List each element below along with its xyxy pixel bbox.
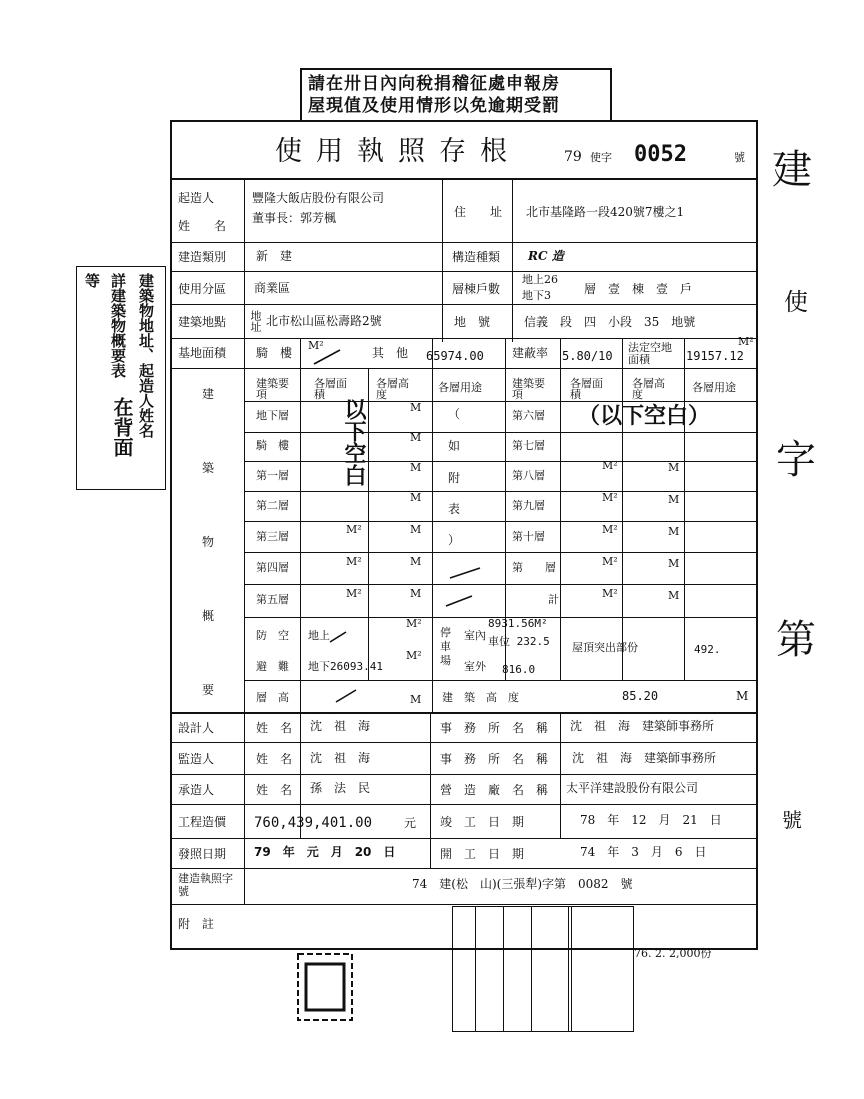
date-stamp: [568, 906, 634, 1032]
cost-label: 工程造價: [178, 815, 227, 829]
site-label: 建築地點: [178, 315, 227, 329]
notice-line-2: 屋現值及使用情形以免逾期受罰: [308, 96, 560, 116]
fragment-char-5: 號: [782, 808, 802, 832]
shelter-unit-1: M²: [406, 617, 422, 630]
usage-note-3: 附: [448, 471, 461, 485]
floors-label: 層棟戶數: [452, 282, 501, 296]
parking-spaces: 車位 232.5: [488, 635, 550, 648]
unit-m-r7: M: [668, 589, 680, 602]
left-floor-6: 第四層: [256, 561, 289, 574]
usage-note-2: 如: [448, 439, 461, 453]
contractor-name-label: 姓 名: [256, 783, 293, 797]
site-addr-value: 北市松山區松壽路2號: [266, 314, 382, 328]
cost-value: 760,439,401.00: [254, 815, 373, 831]
roof-label: 屋頂突出部份: [572, 641, 638, 654]
base-area-value: 65974.00: [426, 349, 484, 363]
unit-m2-r3: M²: [602, 459, 618, 472]
permit-serial: 0052: [634, 142, 687, 167]
floors-above: 地上26: [522, 273, 558, 286]
height-label: 層 高: [256, 691, 289, 704]
summary-side-char-3: 物: [202, 535, 215, 549]
print-note: 76. 2. 2,000份: [634, 947, 712, 960]
header-height-left: 各層高度: [376, 377, 409, 401]
left-floor-5: 第三層: [256, 530, 289, 543]
notice-line-1: 請在卅日內向稅捐稽征處申報房: [308, 74, 560, 94]
building-height-label: 建 築 高 度: [442, 691, 519, 704]
unit-m-7: M: [410, 587, 422, 600]
right-floor-5: 第十層: [512, 530, 545, 543]
lot-value: 信義 段 四 小段 35 地號: [524, 315, 696, 329]
permit-year: 79: [564, 149, 582, 165]
lot-label: 地 號: [454, 315, 491, 329]
usage-note-5: ）: [448, 533, 461, 547]
notice-stamp: [300, 68, 612, 122]
address-label: 住 址: [454, 205, 503, 219]
permit-word: 使字: [590, 151, 612, 164]
building-height-unit: M: [736, 689, 749, 703]
completion-value: 78 年 12 月 21 日: [580, 813, 722, 827]
supervisor-name-label: 姓 名: [256, 752, 293, 766]
left-floor-4: 第二層: [256, 499, 289, 512]
builder-name: 豐隆大飯店股份有限公司: [252, 191, 385, 205]
review-stamp: [452, 906, 572, 1032]
left-floor-7: 第五層: [256, 593, 289, 606]
designer-office: 沈 祖 海 建築師事務所: [570, 719, 715, 733]
left-floor-1: 地下層: [256, 409, 289, 422]
permit-ref-label: 建造執照字號: [178, 872, 233, 898]
building-height-value: 85.20: [622, 689, 659, 703]
roof-value: 492.: [694, 643, 721, 656]
other-label: 其 他: [372, 346, 409, 360]
left-floor-2: 騎 樓: [256, 439, 289, 452]
zone-label: 使用分區: [178, 282, 227, 296]
unit-m-5: M: [410, 523, 422, 536]
shelter-above: 地上: [308, 629, 330, 642]
unit-m2-l7: M²: [346, 587, 362, 600]
unit-m-2: M: [410, 431, 422, 444]
unit-m2-r4: M²: [602, 491, 618, 504]
legal-open-unit: M²: [738, 335, 754, 348]
supervisor-label: 監造人: [178, 752, 215, 766]
bcr-value: 5.80/10: [562, 349, 613, 363]
right-floor-7: 計: [548, 593, 559, 606]
issue-value: 79 年 元 月 20 日: [254, 845, 396, 859]
side-note-box: [76, 266, 166, 490]
summary-side-char-2: 築: [202, 461, 215, 475]
supervisor-office-label: 事 務 所 名 稱: [440, 752, 549, 766]
arcade-label: 騎 樓: [256, 346, 293, 360]
unit-m2-r7: M²: [602, 587, 618, 600]
unit-m-4: M: [410, 491, 422, 504]
fragment-char-4: 第: [776, 617, 816, 663]
arcade-unit: M²: [308, 339, 324, 352]
form-title: 使用執照存根: [275, 136, 521, 167]
header-height-right: 各層高度: [632, 377, 665, 401]
parking-label: 停車場: [440, 626, 451, 667]
legal-open-value: 19157.12: [686, 349, 744, 363]
build-type-label: 建造類別: [178, 250, 227, 264]
left-floor-3: 第一層: [256, 469, 289, 482]
outdoor-label: 室外: [464, 660, 486, 673]
parking-outdoor: 816.0: [502, 663, 536, 676]
unit-m-r5: M: [668, 525, 680, 538]
build-type-value: 新 建: [256, 249, 293, 263]
zone-value: 商業區: [254, 281, 291, 295]
unit-m-3: M: [410, 461, 422, 474]
designer-name-label: 姓 名: [256, 721, 293, 735]
fragment-char-2: 使: [784, 288, 808, 316]
structure-value: RC 造: [528, 249, 564, 263]
floors-rest: 層 壹 棟 壹 戶: [584, 282, 693, 296]
supervisor-office: 沈 祖 海 建築師事務所: [572, 751, 717, 765]
issue-label: 發照日期: [178, 847, 227, 861]
shelter-label: 防 空: [256, 629, 289, 642]
right-floor-2: 第七層: [512, 439, 545, 452]
summary-side-char-5: 要: [202, 683, 215, 697]
base-area-label: 基地面積: [178, 346, 227, 360]
permit-ref-value: 74 建(松 山)(三張犁)字第 0082 號: [412, 877, 633, 891]
side-note-col1: 建築物地址、起造人姓名: [137, 273, 155, 438]
right-floor-3: 第八層: [512, 469, 545, 482]
floors-below: 地下3: [522, 289, 551, 302]
supervisor-name: 沈 祖 海: [310, 751, 371, 765]
side-note-handwritten: 在背面: [110, 397, 134, 457]
header-area-left: 各層面積: [314, 377, 347, 401]
designer-label: 設計人: [178, 721, 215, 735]
factory-label: 營 造 廠 名 稱: [440, 783, 549, 797]
unit-m2-r5: M²: [602, 523, 618, 536]
permit-suffix: 號: [734, 151, 745, 164]
left-handwritten-blank: 以下空白: [341, 398, 366, 486]
side-note-col3: 等: [83, 273, 101, 348]
unit-m-r3: M: [668, 461, 680, 474]
bcr-label: 建蔽率: [512, 346, 549, 360]
side-note-col2: 詳建築物概要表: [109, 273, 127, 378]
builder-rep: 董事長：郭芳楓: [252, 211, 337, 225]
header-area-right: 各層面積: [570, 377, 603, 401]
unit-m-1: M: [410, 401, 422, 414]
evac-label: 避 難: [256, 660, 289, 673]
site-addr-label: 地址: [249, 310, 262, 332]
contractor-label: 承造人: [178, 783, 215, 797]
header-item-left: 建築要項: [256, 377, 289, 401]
contractor-factory: 太平洋建設股份有限公司: [566, 781, 699, 795]
shelter-unit-2: M²: [406, 649, 422, 662]
cost-unit: 元: [404, 816, 417, 830]
designer-office-label: 事 務 所 名 稱: [440, 721, 549, 735]
right-floor-4: 第九層: [512, 499, 545, 512]
right-fragment: [762, 140, 862, 840]
height-unit: M: [410, 693, 422, 706]
designer-name: 沈 祖 海: [310, 719, 371, 733]
builder-name-label: 姓 名: [178, 219, 227, 233]
right-handwritten-blank: （以下空白）: [578, 404, 711, 429]
start-label: 開 工 日 期: [440, 847, 525, 861]
right-floor-6: 第 層: [512, 561, 556, 574]
summary-side-char-4: 概: [202, 609, 215, 623]
usage-note-4: 表: [448, 502, 461, 516]
fragment-char-3: 字: [776, 437, 816, 483]
parking-indoor: 8931.56M²: [488, 617, 548, 630]
unit-m-r6: M: [668, 557, 680, 570]
contractor-name: 孫 法 民: [310, 781, 371, 795]
remark-label: 附 註: [178, 917, 215, 931]
summary-side-char-1: 建: [202, 387, 215, 401]
start-value: 74 年 3 月 6 日: [580, 845, 707, 859]
header-item-right: 建築要項: [512, 377, 545, 401]
fragment-char-1: 建: [772, 147, 812, 193]
unit-m2-l6: M²: [346, 555, 362, 568]
completion-label: 竣 工 日 期: [440, 815, 525, 829]
unit-m2-r6: M²: [602, 555, 618, 568]
shelter-below: 地下26093.41: [308, 660, 383, 673]
header-usage-right: 各層用途: [692, 381, 736, 394]
legal-open-label: 法定空地面積: [628, 341, 672, 366]
unit-m-r4: M: [668, 493, 680, 506]
unit-m2-l5: M²: [346, 523, 362, 536]
right-floor-1: 第六層: [512, 409, 545, 422]
header-usage-left: 各層用途: [438, 381, 482, 394]
seal-stamp: [294, 950, 356, 1024]
indoor-label: 室內: [464, 629, 486, 642]
address-value: 北市基隆路一段420號7樓之1: [526, 205, 685, 219]
structure-label: 構造種類: [452, 250, 501, 264]
usage-note-1: （: [448, 407, 461, 421]
builder-label: 起造人: [178, 191, 215, 205]
unit-m-6: M: [410, 555, 422, 568]
